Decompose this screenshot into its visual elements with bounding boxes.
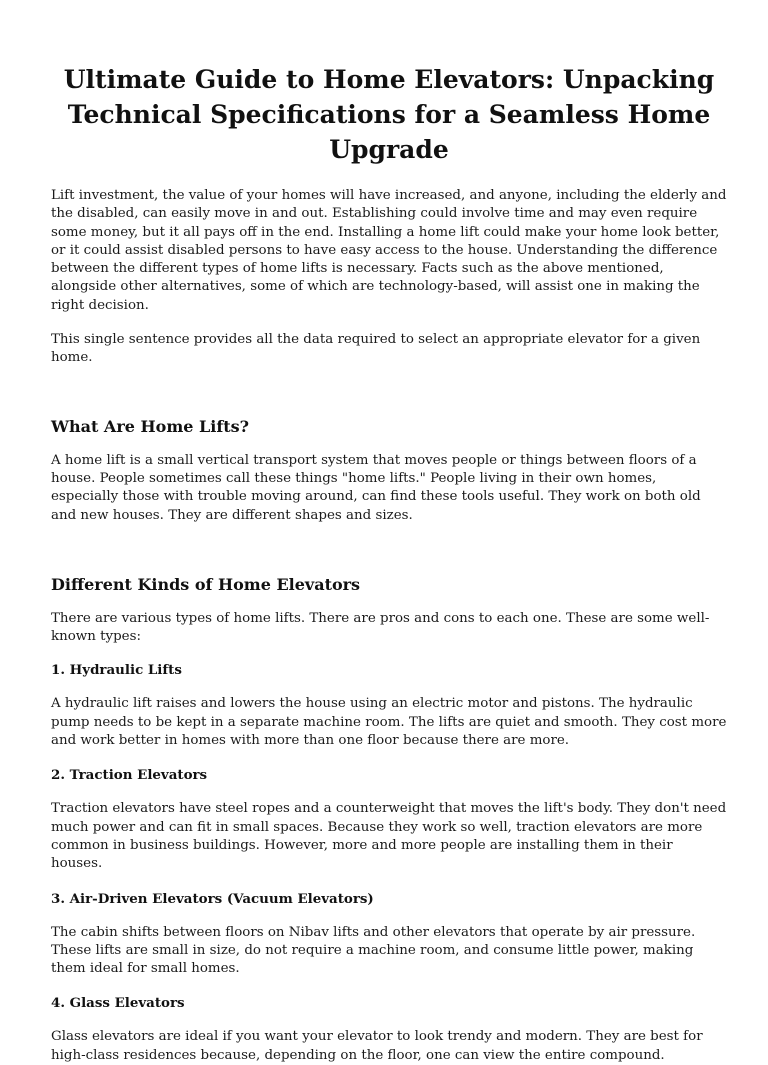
intro-paragraph: Lift investment, the value of your homes will have increased, and anyone, including the elderly and the disabled, can easily move in and out. Establishing could involve time and may even require some money, but it all pays off in the end. Installing a home lift could make your home look better, or it could assist disabled persons to have easy access to the house. Understanding the difference between the different types of home lifts is necessary. Facts such as the above mentioned, alongside other alternatives, some of which are technology-based, will assist one in making the right decision. (51, 188, 727, 313)
section-heading-kinds-of-elevators: Different Kinds of Home Elevators (51, 574, 361, 594)
subheading-traction-elevators: 2. Traction Elevators (51, 767, 208, 784)
paragraph-traction-elevators: Traction elevators have steel ropes and a counterweight that moves the lift's body. They don't need much power and can fit in small spaces. Because they work so well, traction elevators are more common in business buildings. However, more and more people are installing them in their houses. (51, 801, 727, 872)
section-heading-what-are-home-lifts: What Are Home Lifts? (51, 416, 249, 436)
subheading-hydraulic-lifts: 1. Hydraulic Lifts (51, 662, 182, 679)
section-paragraph-what-are-home-lifts: A home lift is a small vertical transport system that moves people or things between floors of a house. People sometimes call these things "home lifts." People living in their own homes, especially those with trouble moving around, can find these tools useful. They work on both old and new houses. They are different shapes and sizes. (51, 452, 701, 523)
paragraph-air-driven-elevators: The cabin shifts between floors on Nibav lifts and other elevators that operate by air pressure. These lifts are small in size, do not require a machine room, and consume little power, making them ideal for small homes. (51, 924, 696, 977)
document-title: Ultimate Guide to Home Elevators: Unpacking Technical Specifications for a Seamless Home Upgrade (63, 65, 715, 164)
document-page (51, 62, 727, 1065)
paragraph-glass-elevators: Glass elevators are ideal if you want your elevator to look trendy and modern. They are best for high-class residences because, depending on the floor, one can view the entire compound. (51, 1029, 703, 1063)
subheading-air-driven-elevators: 3. Air-Driven Elevators (Vacuum Elevators) (51, 890, 374, 907)
paragraph-hydraulic-lifts: A hydraulic lift raises and lowers the house using an electric motor and pistons. The hydraulic pump needs to be kept in a separate machine room. The lifts are quiet and smooth. They cost more and work better in homes with more than one floor because there are more. (51, 696, 727, 749)
section-paragraph-kinds-intro: There are various types of home lifts. There are pros and cons to each one. These are some well-known types: (51, 610, 710, 645)
intro-summary-paragraph: This single sentence provides all the data required to select an appropriate elevator for a given home. (51, 332, 701, 366)
subheading-glass-elevators: 4. Glass Elevators (51, 995, 185, 1012)
